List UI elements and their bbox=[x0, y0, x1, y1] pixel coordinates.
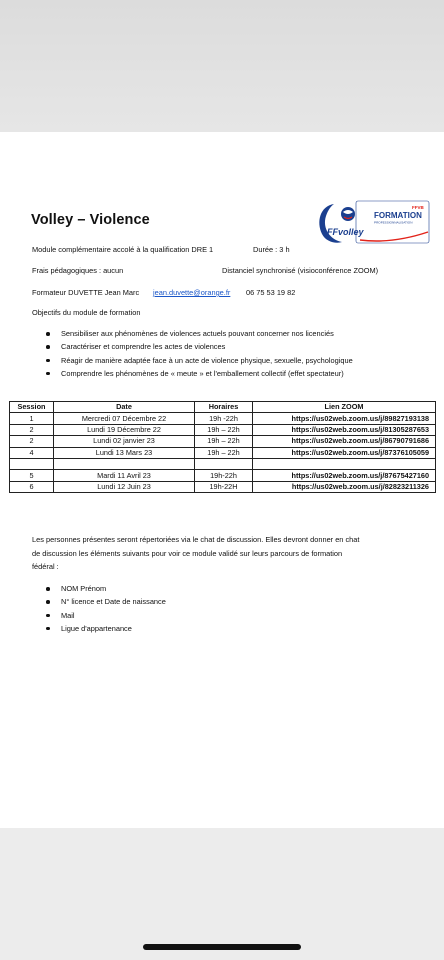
session-number: 5 bbox=[10, 470, 54, 481]
instructions-line-3: fédéral : bbox=[32, 562, 59, 571]
top-background bbox=[0, 0, 444, 132]
required-item: Ligue d'appartenance bbox=[45, 622, 166, 635]
trainer-name: Formateur DUVETTE Jean Marc bbox=[32, 288, 140, 297]
session-hours: 19h-22H bbox=[195, 481, 253, 492]
session-hours: 19h – 22h bbox=[195, 447, 253, 458]
session-hours: 19h – 22h bbox=[195, 424, 253, 435]
zoom-link[interactable]: https://us02web.zoom.us/j/81305287653 bbox=[253, 424, 436, 435]
zoom-link[interactable]: https://us02web.zoom.us/j/87675427160 bbox=[253, 470, 436, 481]
session-date: Mercredi 07 Décembre 22 bbox=[54, 413, 195, 424]
session-hours: 19h -22h bbox=[195, 413, 253, 424]
duration-text: Durée : 3 h bbox=[253, 245, 290, 254]
session-number: 1 bbox=[10, 413, 54, 424]
session-date: Lundi 02 janvier 23 bbox=[54, 436, 195, 447]
document-title: Volley – Violence bbox=[31, 212, 150, 228]
table-header-row bbox=[10, 402, 436, 413]
required-item: NOM Prénom bbox=[45, 582, 166, 595]
header-date: Date bbox=[54, 402, 195, 413]
objective-item: Réagir de manière adaptée face à un acte de violence physique, sexuelle, psychologique bbox=[45, 354, 353, 367]
session-hours: 19h-22h bbox=[195, 470, 253, 481]
header-lien-zoom: Lien ZOOM bbox=[253, 402, 436, 413]
header-horaires: Horaires bbox=[195, 402, 253, 413]
logo-formation-text: FORMATION bbox=[374, 211, 422, 220]
home-indicator[interactable] bbox=[143, 944, 301, 950]
session-date: Lundi 13 Mars 23 bbox=[54, 447, 195, 458]
instructions-line-2: de discussion les éléments suivants pour voir ce module validé sur leurs parcours de formation bbox=[32, 549, 343, 558]
header-session: Session bbox=[10, 402, 54, 413]
session-date: Mardi 11 Avril 23 bbox=[54, 470, 195, 481]
session-hours: 19h – 22h bbox=[195, 436, 253, 447]
required-item: Mail bbox=[45, 609, 166, 622]
objective-item: Comprendre les phénomènes de « meute » et l'emballement collectif (effet spectateur) bbox=[45, 367, 353, 380]
session-date: Lundi 19 Décembre 22 bbox=[54, 424, 195, 435]
required-items-list bbox=[45, 582, 166, 635]
bottom-background bbox=[0, 828, 444, 960]
objective-item: Sensibiliser aux phénomènes de violences actuels pouvant concerner nos licenciés bbox=[45, 327, 353, 340]
trainer-phone: 06 75 53 19 82 bbox=[246, 288, 296, 297]
zoom-link[interactable]: https://us02web.zoom.us/j/82823211326 bbox=[253, 481, 436, 492]
table-gap-row bbox=[10, 458, 436, 469]
session-number: 6 bbox=[10, 481, 54, 492]
objective-item: Caractériser et comprendre les actes de violences bbox=[45, 340, 353, 353]
logo-sub-text: PROFESSIONNALISATION bbox=[374, 220, 413, 225]
table-row bbox=[10, 481, 436, 492]
sessions-table bbox=[9, 401, 436, 493]
fees-text: Frais pédagogiques : aucun bbox=[32, 266, 124, 275]
session-date: Lundi 12 Juin 23 bbox=[54, 481, 195, 492]
table-row bbox=[10, 413, 436, 424]
table-row bbox=[10, 436, 436, 447]
format-text: Distanciel synchronisé (visioconférence ZOOM) bbox=[222, 266, 379, 275]
trainer-email-link[interactable]: jean.duvette@orange.fr bbox=[153, 288, 231, 297]
ffvolley-formation-logo bbox=[312, 198, 430, 246]
session-number: 4 bbox=[10, 447, 54, 458]
logo-brand-text: FFvolley bbox=[327, 227, 364, 237]
table-row bbox=[10, 447, 436, 458]
module-description: Module complémentaire accolé à la qualification DRE 1 bbox=[32, 245, 214, 254]
session-number: 2 bbox=[10, 424, 54, 435]
instructions-line-1: Les personnes présentes seront répertoriées via le chat de discussion. Elles devront donner en chat bbox=[32, 535, 360, 544]
table-row bbox=[10, 424, 436, 435]
objectives-list bbox=[45, 327, 353, 380]
session-number: 2 bbox=[10, 436, 54, 447]
zoom-link[interactable]: https://us02web.zoom.us/j/87376105059 bbox=[253, 447, 436, 458]
logo-ffvb-tag: FFVB bbox=[412, 205, 424, 210]
zoom-link[interactable]: https://us02web.zoom.us/j/89827193138 bbox=[253, 413, 436, 424]
zoom-link[interactable]: https://us02web.zoom.us/j/86790791686 bbox=[253, 436, 436, 447]
table-row bbox=[10, 470, 436, 481]
required-item: N° licence et Date de naissance bbox=[45, 595, 166, 608]
objectives-heading: Objectifs du module de formation bbox=[32, 308, 141, 317]
